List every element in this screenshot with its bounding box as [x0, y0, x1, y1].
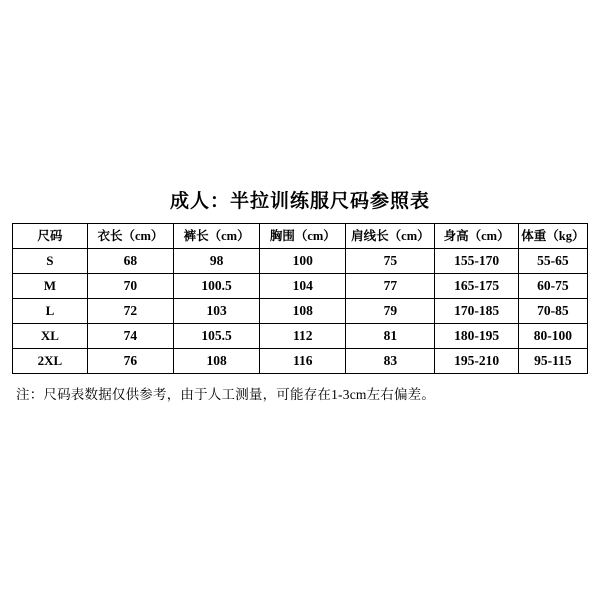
cell-size: L [13, 299, 88, 324]
cell-size: M [13, 274, 88, 299]
column-header-shoulder: 肩线长（cm） [346, 224, 435, 249]
cell-height: 155-170 [435, 249, 518, 274]
cell-size: 2XL [13, 349, 88, 374]
column-header-top-length: 衣长（cm） [87, 224, 173, 249]
table-row [13, 274, 588, 299]
cell-weight: 55-65 [518, 249, 587, 274]
cell-chest: 108 [260, 299, 346, 324]
column-header-size: 尺码 [13, 224, 88, 249]
column-header-pants-length: 裤长（cm） [174, 224, 260, 249]
table-row [13, 324, 588, 349]
cell-weight: 95-115 [518, 349, 587, 374]
cell-shoulder: 75 [346, 249, 435, 274]
cell-height: 195-210 [435, 349, 518, 374]
cell-size: S [13, 249, 88, 274]
size-reference-table [12, 223, 588, 374]
page-title: 成人：半拉训练服尺码参照表 [169, 191, 430, 212]
table-header-row [13, 224, 588, 249]
cell-height: 170-185 [435, 299, 518, 324]
table-body [13, 249, 588, 374]
cell-top-length: 68 [87, 249, 173, 274]
cell-pants-length: 100.5 [174, 274, 260, 299]
cell-pants-length: 103 [174, 299, 260, 324]
size-chart [12, 178, 588, 409]
cell-height: 180-195 [435, 324, 518, 349]
cell-top-length: 72 [87, 299, 173, 324]
cell-top-length: 70 [87, 274, 173, 299]
column-header-weight: 体重（kg） [518, 224, 587, 249]
cell-weight: 80-100 [518, 324, 587, 349]
cell-weight: 70-85 [518, 299, 587, 324]
cell-top-length: 76 [87, 349, 173, 374]
column-header-chest: 胸围（cm） [260, 224, 346, 249]
cell-pants-length: 105.5 [174, 324, 260, 349]
cell-pants-length: 98 [174, 249, 260, 274]
column-header-height: 身高（cm） [435, 224, 518, 249]
cell-chest: 116 [260, 349, 346, 374]
cell-chest: 104 [260, 274, 346, 299]
cell-shoulder: 83 [346, 349, 435, 374]
measurement-note: 注：尺码表数据仅供参考，由于人工测量，可能存在1-3cm左右偏差。 [16, 387, 436, 402]
cell-chest: 100 [260, 249, 346, 274]
cell-top-length: 74 [87, 324, 173, 349]
cell-height: 165-175 [435, 274, 518, 299]
table-row [13, 249, 588, 274]
table-row [13, 349, 588, 374]
table-header [13, 224, 588, 249]
cell-shoulder: 79 [346, 299, 435, 324]
cell-pants-length: 108 [174, 349, 260, 374]
cell-chest: 112 [260, 324, 346, 349]
table-row [13, 299, 588, 324]
cell-size: XL [13, 324, 88, 349]
cell-shoulder: 81 [346, 324, 435, 349]
cell-weight: 60-75 [518, 274, 587, 299]
cell-shoulder: 77 [346, 274, 435, 299]
